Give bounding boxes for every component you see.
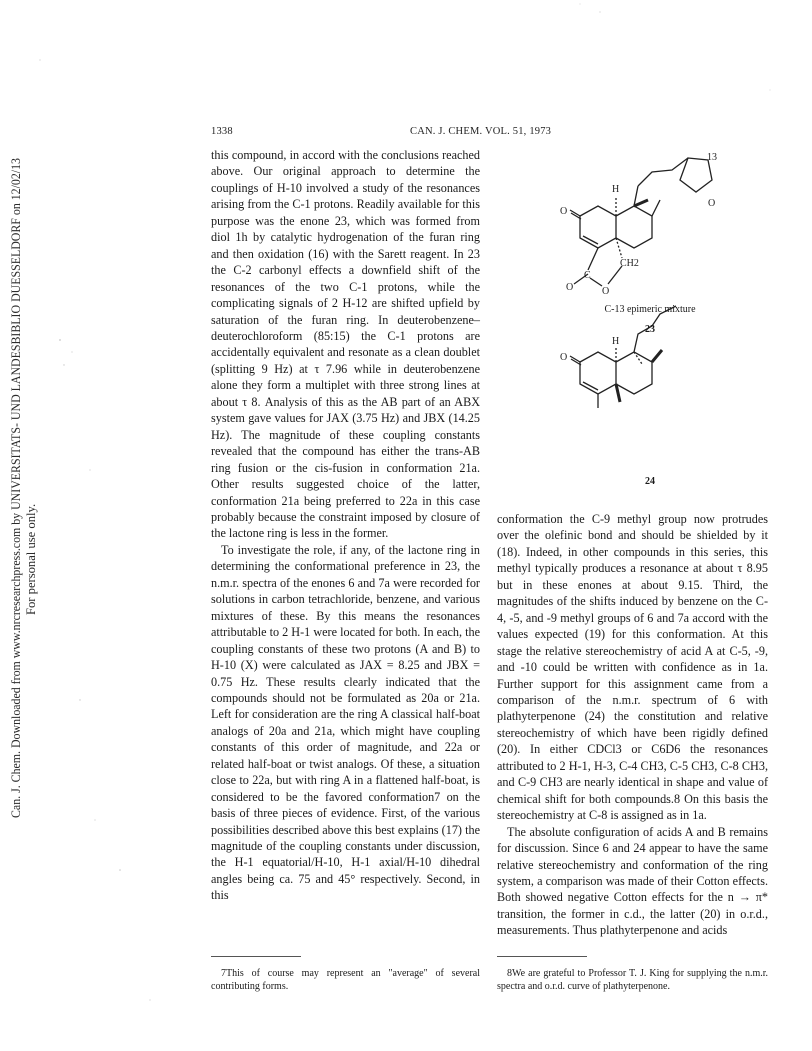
sidechain-23b (638, 158, 688, 186)
left-paragraph-2: To investigate the role, if any, of the lactone ring in determining the conformational preference in 23, the n.m.r. spectra of the enones 6 and 7a were recorded for solutions in carbon tetrachloride, benzene, and various mixtures of these. By this means the resonances attributable to 2 H-1 were located for both. In each, the coupling constants of these two protons (A and B) to H-10 (X) were calculated as JAX = 8.25 and JBX = 0.75 Hz. These results clearly indicated that the compounds should not be formulated as 20a or 21a. Left for consideration are the ring A classical half-boat analogs of 20a and 21a, which might have coupling constants of this order of magnitude, and 22a or related half-boat or twist analogs. Of these, a situation close to 22a, but with ring A in a flattened half-boat, is considered to be the favored conformation7 on the basis of three pieces of evidence. First, of the various possibilities described above this best explains (17) the magnitude of the coupling constants under discussion, the H-1 equatorial/H-10, H-1 axial/H-10 dihedral angles being ca. 75 and 45° respectively. Second, in this (211, 542, 480, 903)
ring-b-23 (616, 206, 652, 248)
footnote-8 (497, 967, 768, 993)
footnote-8-text: 8We are grateful to Professor T. J. King for supplying the n.m.r. spectra and o.r.d. curve of plathyterpenone. (497, 968, 768, 992)
footnote-7-text: 7This of course may represent an "average" of several contributing forms. (211, 968, 480, 992)
structures-figure (560, 138, 740, 508)
structure-24-number: 24 (645, 476, 655, 487)
label-o-left-23: O (560, 206, 568, 217)
methyl-wedge-23a (634, 200, 648, 206)
lactone-23e (590, 278, 602, 286)
ring-a-23 (580, 206, 616, 248)
footnote-rule-right (497, 956, 587, 957)
footnote-7 (211, 967, 480, 993)
download-watermark (2, 150, 48, 820)
watermark-svg (2, 150, 48, 820)
label-h-24: H (612, 336, 620, 347)
running-head: CAN. J. CHEM. VOL. 51, 1973 (410, 126, 552, 137)
double-bond-24 (583, 382, 598, 390)
right-column (497, 511, 768, 939)
watermark-line-2: For personal use only. (24, 503, 38, 615)
methyl-24b (616, 384, 620, 402)
double-bond-23 (583, 236, 598, 244)
right-paragraph-2: The absolute configuration of acids A and B remains for discussion. Since 6 and 24 appear to have the same relative stereochemistry and conformation of the ring system, a comparison was made of their Cotton effects. Both showed negative Cotton effects for the n → π* transition, the former in c.d., the latter (20) in o.r.d., measurements. Thus plathyterpenone and acids (497, 824, 768, 938)
label-o-furan-23: O (708, 198, 716, 209)
label-o-bottom-23: O (566, 282, 574, 293)
label-13: 13 (707, 152, 717, 163)
label-h-23: H (612, 184, 620, 195)
label-ch2-23: CH2 (620, 258, 639, 269)
furan-ring-23 (680, 158, 712, 192)
right-paragraph-1: conformation the C-9 methyl group now protrudes over the olefinic bond and should be shielded by it (18). Indeed, in other compounds in this series, this methyl typically produces a resonance at about τ 8.95 but in these enones at about 9.15. Third, the magnitudes of the shifts induced by benzene on the C-4, -5, and -9 methyl groups of 6 and 7a accord with the values expected (19) for this conformation. At this stage the relative stereochemistry of acid A at C-5, -9, and -10 could be written with confidence as in 1a. Further support for this assignment came from a comparison of the n.m.r. spectrum of 6 with plathyterpenone (24) the constitution and relative stereochemistry of which have been rigidly defined (20). In either CDCl3 or C6D6 the resonances attributed to 2 H-1, H-3, C-4 CH3, C-5 CH3, C-8 CH3, and C-9 CH3 are nearly identical in shape and value of chemical shift for both compounds.8 On this basis the stereochemistry at C-8 is assigned as in 1a. (497, 512, 768, 823)
watermark-line-1: Can. J. Chem. Downloaded from www.nrcresearchpress.com by UNIVERSITATS- UND LANDESBIBLIO DUESSELDORF on 12/02/13 (9, 150, 23, 818)
left-paragraph-1: this compound, in accord with the conclusions reached above. Our original approach to determine the couplings of H-10 involved a study of the resonances arising from the C-1 protons. Readily available for this purpose was the enone 23, which was formed from diol 1h by catalytic hydrogenation of the furan ring and then oxidation (16) with the Sarett reagent. In 23 the C-2 carbonyl effects a downfield shift of the resonances of the two C-1 protons, while the complicating signals of 2 H-12 are shifted upfield by saturation of the furan ring. In deuterobenzene–deuterochloroform (85:15) the C-1 protons are accidentally equivalent and resonate as a clean doublet (splitting 9 Hz) at τ 7.96 while in deuterobenzene alone they form a multiplet with three strong lines at about τ 8. Analysis of this as the AB part of an ABX system gave values for JAX (3.75 Hz) and JBX (14.25 Hz). The magnitude of these coupling constants revealed that the compound has either the trans-AB ring fusion or the cis-fusion in conformation 21a. Other results suggested choice of the latter, conformation 21a being preferred to 22a in this case probably because the constraint imposed by closure of the lactone ring is less in the former. (211, 148, 480, 541)
structure-23-number: 23 (645, 324, 655, 335)
methyl-wedge-24 (652, 350, 662, 362)
label-c-23: C (584, 270, 591, 281)
methyl-23b (652, 200, 660, 216)
footnote-rule-left (211, 956, 301, 957)
label-o-24: O (560, 352, 568, 363)
label-o-ring-23: O (602, 286, 610, 297)
left-column (211, 147, 480, 904)
ring-a-24 (580, 352, 616, 394)
lactone-23a (588, 248, 598, 270)
structure-23-caption: C-13 epimeric mixture (604, 304, 696, 315)
page-number: 1338 (211, 126, 233, 137)
structure-23-drawing (560, 138, 740, 508)
ring-b-24 (616, 352, 652, 394)
